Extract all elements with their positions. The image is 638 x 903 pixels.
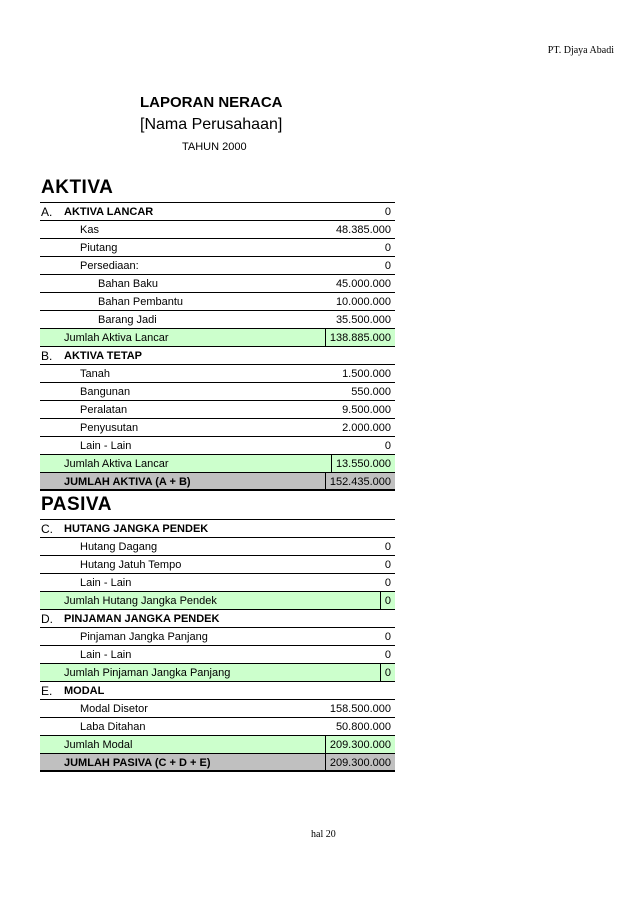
row-label: Bahan Pembantu xyxy=(98,296,184,308)
row-value: 10.000.000 xyxy=(335,296,391,308)
row-label: Lain - Lain xyxy=(80,649,132,661)
subtotal-row xyxy=(40,664,395,682)
line-item-row xyxy=(40,311,395,329)
category-row xyxy=(40,610,395,628)
row-value: 0 xyxy=(384,440,391,452)
row-label: Pinjaman Jangka Panjang xyxy=(80,631,208,643)
row-label: Persediaan: xyxy=(80,260,139,272)
line-item-row xyxy=(40,239,395,257)
row-value: 50.800.000 xyxy=(335,721,391,733)
subtotal-row xyxy=(40,329,395,347)
row-value: 158.500.000 xyxy=(329,703,391,715)
pasiva-heading: PASIVA xyxy=(40,491,395,520)
row-label: Modal Disetor xyxy=(80,703,148,715)
row-value: 138.885.000 xyxy=(325,329,391,347)
report-title: LAPORAN NERACA xyxy=(140,94,283,111)
line-item-row xyxy=(40,646,395,664)
row-value: 0 xyxy=(384,559,391,571)
line-item-row xyxy=(40,419,395,437)
line-item-row xyxy=(40,293,395,311)
category-letter: D. xyxy=(41,612,53,626)
aktiva-heading: AKTIVA xyxy=(40,174,395,203)
row-label: Peralatan xyxy=(80,404,128,416)
row-label: Penyusutan xyxy=(80,422,139,434)
line-item-row xyxy=(40,574,395,592)
row-value: 0 xyxy=(380,664,391,682)
row-label: AKTIVA LANCAR xyxy=(64,206,154,218)
line-item-row xyxy=(40,221,395,239)
aktiva-rows xyxy=(40,203,395,491)
row-label: JUMLAH PASIVA (C + D + E) xyxy=(64,757,211,769)
row-value: 0 xyxy=(384,242,391,254)
row-label: Barang Jadi xyxy=(98,314,157,326)
line-item-row xyxy=(40,437,395,455)
row-value: 2.000.000 xyxy=(342,422,391,434)
row-value: 0 xyxy=(384,649,391,661)
subtotal-row xyxy=(40,592,395,610)
row-value: 48.385.000 xyxy=(335,224,391,236)
row-label: Lain - Lain xyxy=(80,440,132,452)
category-row xyxy=(40,347,395,365)
grand-total-row xyxy=(40,754,395,772)
category-letter: E. xyxy=(41,684,53,698)
line-item-row xyxy=(40,383,395,401)
company-name-placeholder: [Nama Perusahaan] xyxy=(140,116,283,133)
row-value: 209.300.000 xyxy=(325,736,391,754)
line-item-row xyxy=(40,718,395,736)
line-item-row xyxy=(40,401,395,419)
row-label: Bangunan xyxy=(80,386,131,398)
row-value: 13.550.000 xyxy=(331,455,391,473)
subtotal-row xyxy=(40,736,395,754)
category-letter: A. xyxy=(41,205,53,219)
row-label: Hutang Dagang xyxy=(80,541,158,553)
line-item-row xyxy=(40,628,395,646)
row-label: Lain - Lain xyxy=(80,577,132,589)
row-value: 0 xyxy=(384,577,391,589)
line-item-row xyxy=(40,538,395,556)
row-label: PINJAMAN JANGKA PENDEK xyxy=(64,613,220,625)
category-letter: C. xyxy=(41,522,53,536)
row-label: Tanah xyxy=(80,368,110,380)
row-label: Piutang xyxy=(80,242,118,254)
line-item-row xyxy=(40,275,395,293)
subtotal-row xyxy=(40,455,395,473)
category-row xyxy=(40,203,395,221)
row-label: Jumlah Pinjaman Jangka Panjang xyxy=(64,667,231,679)
row-label: JUMLAH AKTIVA (A + B) xyxy=(64,476,191,488)
row-value: 9.500.000 xyxy=(342,404,391,416)
row-label: Laba Ditahan xyxy=(80,721,146,733)
row-label: AKTIVA TETAP xyxy=(64,350,143,362)
line-item-row xyxy=(40,556,395,574)
row-label: Bahan Baku xyxy=(98,278,158,290)
row-label: MODAL xyxy=(64,685,105,697)
row-label: Jumlah Aktiva Lancar xyxy=(64,458,169,470)
row-label: Jumlah Aktiva Lancar xyxy=(64,332,169,344)
line-item-row xyxy=(40,257,395,275)
grand-total-row xyxy=(40,473,395,491)
row-value: 0 xyxy=(384,631,391,643)
category-row xyxy=(40,520,395,538)
row-value: 0 xyxy=(384,541,391,553)
balance-sheet xyxy=(40,174,395,772)
page-number: hal 20 xyxy=(311,829,336,840)
row-value: 152.435.000 xyxy=(325,473,391,491)
row-label: Hutang Jatuh Tempo xyxy=(80,559,182,571)
row-label: HUTANG JANGKA PENDEK xyxy=(64,523,209,535)
row-value: 0 xyxy=(384,206,391,218)
line-item-row xyxy=(40,365,395,383)
company-header: PT. Djaya Abadi xyxy=(547,45,614,56)
row-value: 0 xyxy=(380,592,391,610)
category-row xyxy=(40,682,395,700)
row-label: Jumlah Modal xyxy=(64,739,133,751)
row-value: 45.000.000 xyxy=(335,278,391,290)
row-label: Jumlah Hutang Jangka Pendek xyxy=(64,595,217,607)
report-year: TAHUN 2000 xyxy=(182,141,247,153)
line-item-row xyxy=(40,700,395,718)
category-letter: B. xyxy=(41,349,53,363)
row-value: 209.300.000 xyxy=(325,754,391,772)
pasiva-rows xyxy=(40,520,395,772)
row-value: 1.500.000 xyxy=(342,368,391,380)
row-value: 0 xyxy=(384,260,391,272)
row-value: 550.000 xyxy=(351,386,391,398)
row-label: Kas xyxy=(80,224,99,236)
row-value: 35.500.000 xyxy=(335,314,391,326)
